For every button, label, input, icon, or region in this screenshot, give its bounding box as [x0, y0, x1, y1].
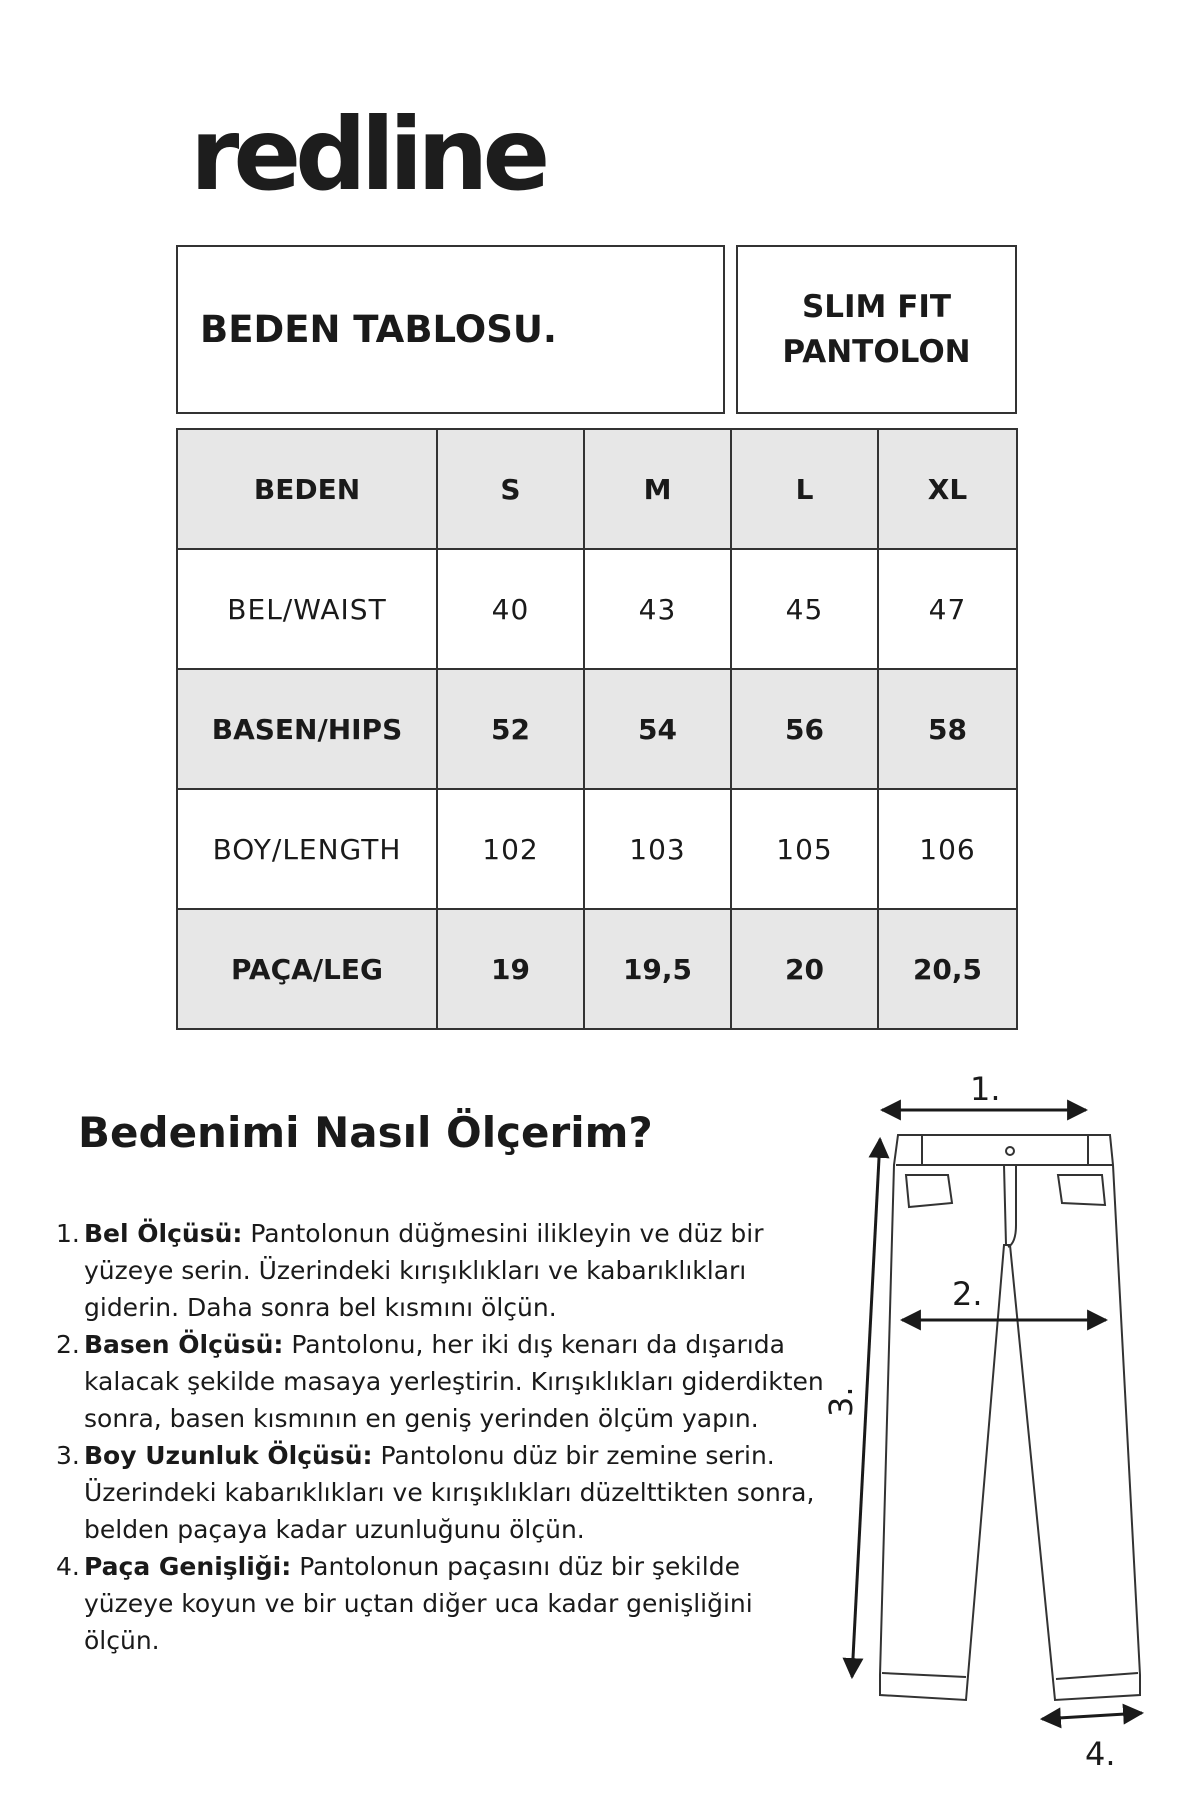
row-label: PAÇA/LEG	[177, 909, 437, 1029]
header-cell: M	[584, 429, 731, 549]
table-row	[177, 909, 1017, 1029]
step-text: Pantolonun düğmesini ilikleyin ve düz bir yüzeye serin. Üzerindeki kırışıklıkları ve kabarıklıkları giderin. Daha sonra bel kısmını ölçün.	[84, 1219, 764, 1322]
diagram-label-3: 3.	[822, 1386, 860, 1417]
howto-title: Bedenimi Nasıl Ölçerim?	[78, 1108, 653, 1157]
brand-logo: redline	[190, 96, 545, 213]
measurement-steps	[56, 1215, 829, 1659]
table-row	[177, 549, 1017, 669]
table-cell: 103	[584, 789, 731, 909]
product-type-box	[736, 245, 1017, 414]
product-type-line2: PANTOLON	[782, 333, 971, 370]
step-label: Basen Ölçüsü:	[84, 1330, 284, 1359]
header-cell: XL	[878, 429, 1017, 549]
header-cell: L	[731, 429, 878, 549]
list-item	[56, 1326, 829, 1437]
table-cell: 58	[878, 669, 1017, 789]
diagram-label-1: 1.	[970, 1075, 1001, 1108]
step-number: 2.	[56, 1330, 80, 1359]
table-cell: 20,5	[878, 909, 1017, 1029]
diagram-label-2: 2.	[952, 1275, 983, 1313]
size-table-header-row	[177, 429, 1017, 549]
table-cell: 54	[584, 669, 731, 789]
table-cell: 19	[437, 909, 584, 1029]
header-cell: S	[437, 429, 584, 549]
table-cell: 40	[437, 549, 584, 669]
product-type-line1: SLIM FIT	[801, 288, 952, 325]
step-label: Bel Ölçüsü:	[84, 1219, 243, 1248]
trousers-diagram	[820, 1075, 1160, 1795]
row-label: BEL/WAIST	[177, 549, 437, 669]
header-cell: BEDEN	[177, 429, 437, 549]
table-cell: 47	[878, 549, 1017, 669]
row-label: BOY/LENGTH	[177, 789, 437, 909]
list-item	[56, 1548, 829, 1659]
table-cell: 45	[731, 549, 878, 669]
table-cell: 106	[878, 789, 1017, 909]
step-label: Paça Genişliği:	[84, 1552, 292, 1581]
table-cell: 56	[731, 669, 878, 789]
step-label: Boy Uzunluk Ölçüsü:	[84, 1441, 373, 1470]
step-text: Pantolonun paçasını düz bir şekilde yüzeye koyun ve bir uçtan diğer uca kadar genişliğini ölçün.	[84, 1552, 753, 1655]
list-item	[56, 1215, 829, 1326]
table-row	[177, 789, 1017, 909]
table-cell: 105	[731, 789, 878, 909]
table-cell: 19,5	[584, 909, 731, 1029]
diagram-label-4: 4.	[1085, 1735, 1116, 1773]
size-chart-title: BEDEN TABLOSU.	[200, 308, 557, 351]
size-table	[176, 428, 1018, 1030]
step-text: Pantolonu düz bir zemine serin. Üzerindeki kabarıklıkları ve kırışıklıkları düzelttikten sonra, belden paçaya kadar uzunluğunu ölçün.	[84, 1441, 815, 1544]
table-cell: 43	[584, 549, 731, 669]
table-cell: 102	[437, 789, 584, 909]
row-label: BASEN/HIPS	[177, 669, 437, 789]
step-number: 3.	[56, 1441, 80, 1470]
leg-arrow	[1042, 1713, 1142, 1719]
step-number: 4.	[56, 1552, 80, 1581]
table-cell: 52	[437, 669, 584, 789]
list-item	[56, 1437, 829, 1548]
trousers-icon	[880, 1135, 1140, 1700]
table-cell: 20	[731, 909, 878, 1029]
size-chart-title-box	[176, 245, 725, 414]
step-text: Pantolonu, her iki dış kenarı da dışarıda kalacak şekilde masaya yerleştirin. Kırışıklıkları giderdikten sonra, basen kısmının en geniş yerinden ölçüm yapın.	[84, 1330, 824, 1433]
step-number: 1.	[56, 1219, 80, 1248]
table-row	[177, 669, 1017, 789]
